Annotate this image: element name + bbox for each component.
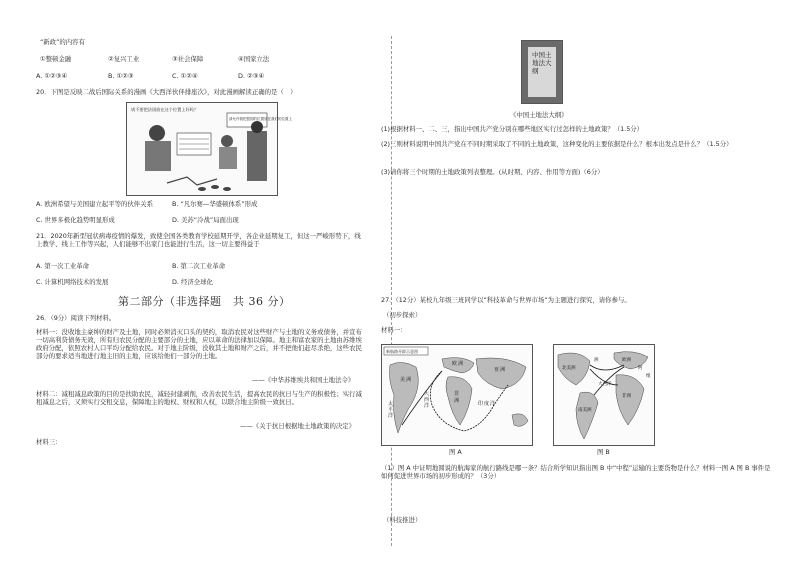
- map-a-label: 洲: [406, 377, 412, 383]
- cartoon-drawing: [127, 103, 292, 195]
- q26-sub3: (3)请你将三个时期的土地政策列表整理。(从时期、内容、作用等方面)（6分）: [381, 168, 604, 176]
- q19-choice-c: C. ①②④: [172, 72, 198, 80]
- map-b-label: 南美洲: [578, 408, 592, 413]
- map-a-label: 非: [454, 391, 460, 397]
- map-a-label: 西: [424, 397, 430, 403]
- map-b-drawing: [554, 345, 654, 445]
- map-a-label: 印: [478, 401, 484, 407]
- map-a-label: 洋: [424, 403, 430, 409]
- q21-stem: 21．2020年新型冠状病毒疫情的爆发，致使全国各类教育学校延期开学，各企业延期复工，但这一严峻形势下，线上教学、线上工作等兴起，人们能够不出家门也能进行生活，这一切主要得益于: [36, 232, 361, 248]
- map-a-label: 亚: [494, 367, 500, 373]
- q21-choice-d: D. 经济全球化: [172, 278, 213, 286]
- material-1: 材料一：没收地主豪绅的财产及土地，同时必须消灭口头的契约，取消农民对这些财产与土地的义务或债务，并宣布一切高利贷债务无效，所有归农民分配的主要部分的土地，应以革命的法律加以保障。地主和富农家的土地由苏维埃政府分配，依照农村人口平均分配给农民。对于地主阶级，没收其土地和财产之后，并不把他们赶尽杀绝，这些农民部分的要求适当地进行地主旧的主地，应该给他们一部分的土地。: [36, 328, 362, 360]
- map-b-label: 北美洲: [562, 366, 576, 371]
- map-a: [381, 344, 533, 446]
- map-b-caption: 图 B: [597, 448, 610, 456]
- q19-option-2: ②复兴工业: [108, 55, 140, 63]
- material-2: 材料二：减租减息政策的目的是扶助农民，减轻封建剥削，改善农民生活，提高农民的抗日与生产的积极性；实行减租减息之后，又须实行交租交息，保障地主的地权、财权和人权，以联合地主阶级一致抗日。: [36, 390, 362, 406]
- map-a-label: 洲: [458, 361, 464, 367]
- q26-sub1: (1)根据材料一、二、三，指出中国共产党分别在哪些地区实行过怎样的土地政策？（1.5分）: [381, 125, 644, 133]
- book-caption: 《中国土地法大纲》: [510, 111, 568, 119]
- cartoon-caption-1: 请不要把法国放在这个位置上好吗？: [131, 107, 199, 112]
- map-a-label: 洋: [490, 401, 496, 407]
- map-a-label: 洲: [454, 398, 460, 404]
- left-column: [0, 0, 393, 562]
- q27-material-1-label: 材料一：: [381, 326, 407, 334]
- q26-stem: 26．（9分）阅读下列材料。: [36, 314, 116, 322]
- explore-section-1: （初步探索）: [383, 311, 422, 319]
- q19-option-4: ④国家立法: [238, 55, 270, 63]
- q20-choice-d: D. 美苏“冷战”局面出现: [172, 216, 239, 224]
- q19-option-3: ③社会保障: [172, 55, 204, 63]
- map-a-label: 太: [388, 401, 394, 407]
- material-3-label: 材料三：: [36, 438, 62, 446]
- map-a-caption: 图 A: [449, 448, 462, 456]
- q20-stem: 20．下图是反映二战后国际关系的漫画《大西洋伙伴排座次》，对此漫画解读正确的是（ ）: [36, 88, 297, 96]
- q19-stem: “新政”的内容有: [40, 38, 85, 46]
- book-title: 中国土地法大纲: [532, 51, 552, 75]
- map-a-label: 度: [484, 401, 490, 407]
- right-column: [381, 0, 794, 562]
- map-b: [553, 344, 655, 446]
- q20-choice-c: C. 世界多极化趋势明显形成: [36, 216, 115, 224]
- map-b-label: 阿: [638, 366, 643, 371]
- q19-choice-b: B. ①②③: [108, 72, 134, 80]
- part2-title: 第二部分（非选择题 共 36 分）: [118, 295, 291, 308]
- map-a-label: 洲: [500, 367, 506, 373]
- map-a-label: 大: [424, 391, 430, 397]
- book-cover-image: [521, 40, 563, 104]
- cartoon-caption-2: 请允许我把盟国的位置放在我们的位置上: [229, 117, 292, 121]
- q20-choice-b: B. “凡尔赛—华盛顿体系”形成: [172, 200, 258, 208]
- q21-choice-b: B. 第二次工业革命: [172, 262, 226, 270]
- explore-section-2: （科技推进）: [383, 516, 422, 524]
- q26-sub2: (2)三则材料说明中国共产党在不同时期采取了不同的土地政策，这种变化的主要依据是什么？根本出发点是什么？（1.5分）: [381, 140, 733, 148]
- map-a-label: 平: [388, 407, 394, 413]
- map-b-label: 维: [646, 374, 651, 379]
- map-a-title: 新航路开辟示意图: [386, 349, 418, 354]
- map-b-label: 洲: [594, 358, 599, 363]
- material-2-source: ——《关于抗日根据地土地政策的决定》: [240, 422, 356, 430]
- q20-choice-a: A. 欧洲希望与美国建立起平等的伙伴关系: [36, 200, 153, 208]
- map-a-label: 洋: [388, 413, 394, 419]
- q19-option-1: ①整顿金融: [40, 55, 72, 63]
- map-a-drawing: [382, 345, 532, 445]
- material-1-source: ——《中华苏维埃共和国土地法令》: [252, 376, 355, 384]
- map-a-label: 欧: [452, 361, 458, 367]
- q21-choice-c: C. 计算机网络技术的发展: [36, 278, 109, 286]
- q27-stem: 27．（12分）某校九年级三班同学以“科技革命与世界市场”为主题进行探究，请你参与。: [381, 296, 631, 304]
- q19-choice-a: A. ①②③④: [36, 72, 68, 80]
- book-label-panel: [528, 47, 556, 97]
- map-b-label: 欧洲: [622, 358, 631, 363]
- q19-choice-d: D. ②③④: [238, 72, 265, 80]
- map-a-label: 美: [400, 377, 406, 383]
- q27-sub1: （1）图 A 中证明地圆说的航海家的航行路线是哪一条？结合所学知识指出图 B 中“中程”运输的主要货物是什么？材料一图 A 图 B 事件是如何促进世界市场的初步形成的？（3分）: [381, 464, 771, 480]
- q21-choice-a: A. 第一次工业革命: [36, 262, 90, 270]
- cartoon-image: [126, 102, 292, 196]
- map-b-label: 大西洋: [598, 382, 612, 387]
- map-b-label: 非洲: [622, 394, 631, 399]
